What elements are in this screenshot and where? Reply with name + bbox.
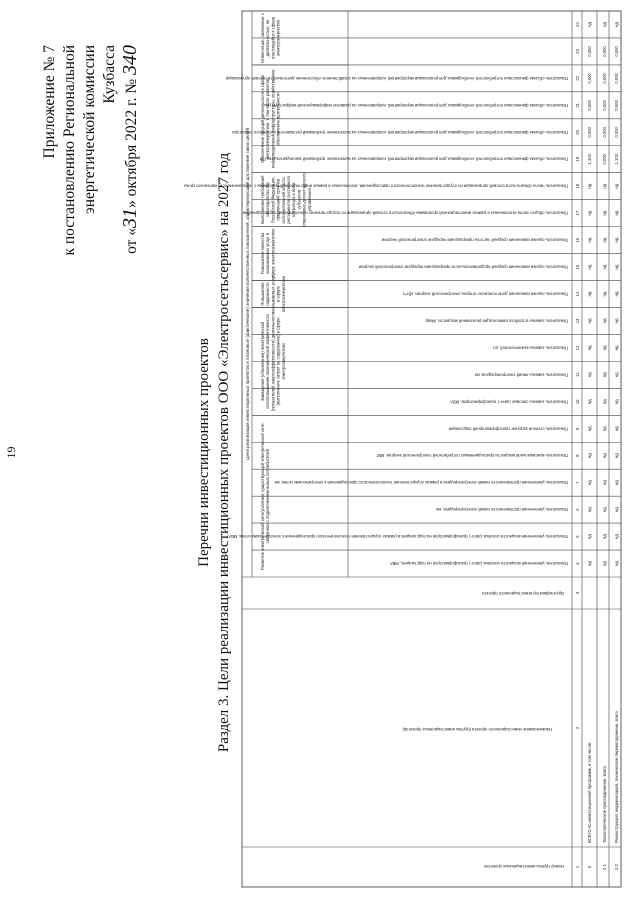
group-header-text: Выполнение требований (260, 175, 265, 224)
group-header-text: законодательства (265, 182, 271, 218)
group-header-text: деятельностью, не (265, 19, 271, 57)
row-value-cell: 0,000 (614, 46, 619, 57)
row-value-cell: нд (614, 22, 619, 27)
column-number: 18 (575, 183, 580, 189)
row-value-cell: 0,000 (587, 100, 592, 111)
group-header-text: (показателей энергоэффективности) деятельности (270, 311, 276, 412)
column-group-number-header: Номер группы инвестиционных проектов (484, 864, 564, 869)
appendix-line-1: Приложение № 7 (41, 45, 58, 159)
group-header-text: (выполнение затрат на содержание) в сфере (275, 317, 281, 406)
group-header-text: электроэнергетики (280, 275, 286, 313)
column-number: 17 (575, 210, 580, 216)
row-value-cell: нд (602, 399, 607, 405)
row-value-cell: нд (587, 399, 592, 405)
column-number: 8 (575, 454, 580, 457)
row-value-cell: 0,000 (614, 73, 619, 84)
indicator-header-text: Показатель замены силовых (авто-) трансформаторов, МВА (450, 399, 568, 405)
row-value-cell: 0,000 (587, 73, 592, 84)
indicator-header-text: Показатель общего числа исполненных в рамках инвестиционной программы обязательств сетевой организации по осуществлению технологического присоединения (242, 210, 568, 216)
group-header-text: информационной инфраструктуры, хозяйственное (270, 69, 276, 169)
row-value-cell: нд (587, 183, 592, 189)
row-value-cell: нд (614, 372, 619, 378)
row-number: 0.2 (614, 864, 619, 870)
appendix-line-3: энергетической комиссии (81, 45, 98, 214)
group-header-text: электроэнергетики, в том числе развитие (265, 78, 271, 160)
row-value-cell: нд (602, 22, 607, 27)
row-value-cell: нд (602, 345, 607, 351)
column-project-id-header: Идентификатор инвестиционного проекта (482, 591, 564, 596)
group-header-text: оказываемых услуг (270, 275, 276, 313)
indicator-header-text: Показатель увеличения мощности силовых (авто-) трансформаторов на подстанциях, МВА (389, 561, 568, 567)
group-header-text: оказываемых услуг в (265, 233, 271, 275)
row-value-cell: нд (602, 453, 607, 459)
row-value-cell: 0,000 (602, 46, 607, 57)
indicator-header-text: Показатель числа обязательств сетевой организации по осуществлению технологического присоединения, исполненных в рамках инвестиционной программы с нарушением установленного срока (184, 183, 568, 189)
row-value-cell: нд (614, 237, 619, 243)
column-number: 7 (575, 481, 580, 484)
group-header-text: в сфере (275, 286, 281, 302)
row-value-cell: нд (602, 183, 607, 189)
row-value-cell: 1,103 (614, 153, 619, 165)
column-number: 14 (575, 291, 580, 297)
group-header-text: связанное с подключением новых потребителей (265, 448, 271, 544)
column-number: 3 (575, 591, 580, 595)
group-header-text: обеспечение деятельности (275, 92, 281, 146)
row-value-cell: нд (602, 372, 607, 378)
row-value-cell: нд (602, 507, 607, 513)
row-value-cell: нд (602, 237, 607, 243)
row-value-cell: нд (614, 345, 619, 351)
row-value-cell: нд (602, 318, 607, 324)
indicator-header-text: Показатель увеличения протяженности линий электропередачи в рамках осуществления технологического присоединения к электрическим сетям, км (274, 480, 568, 486)
row-value-cell: нд (587, 480, 592, 486)
indicator-header-text: Показатель замены устройств компенсации реактивной мощности, Мвар (425, 318, 568, 324)
row-value-cell: нд (587, 372, 592, 378)
row-value-cell: нд (614, 318, 619, 324)
row-value-cell: нд (602, 426, 607, 432)
row-value-cell: нд (614, 507, 619, 513)
group-header-text: электроэнергетики (280, 343, 286, 380)
group-header-text: предписаний органов (275, 178, 281, 221)
column-number: 6 (575, 508, 580, 511)
handwritten-day: 31 (119, 207, 141, 228)
page-number: 19 (4, 446, 18, 459)
group-header-text: Обеспечение текущей деятельности в сфере (260, 74, 265, 163)
row-value-cell: нд (587, 318, 592, 324)
group-header-text: Замещение (обновление) электрической (260, 321, 265, 402)
date-prefix: от « (123, 227, 140, 254)
indicator-header-text: Показатель объема финансовых потребностей, необходимых для реализации мероприятий, направленных на развитие информационной инфраструктуры (263, 102, 568, 108)
group-header-text: оперативно-диспетчерского (301, 172, 307, 227)
row-project-name: Реконструкция, модернизация, техническое перевооружение, всего (614, 711, 619, 843)
indicator-header-text: Показатель увеличения мощности силовых (авто-) трансформаторов на подстанциях в рамках осуществления технологического присоединения к электрическим сетям, МВА (228, 534, 568, 540)
row-value-cell: нд (614, 210, 619, 216)
indicator-header-text: Показатель максимальной мощности присоединяемых потребителей электрической энергии, МВт (376, 453, 568, 459)
column-number: 16 (575, 237, 580, 243)
group-header-text: субъектов (296, 189, 302, 210)
indicator-header-text: Показатель оценки изменения доли полезного отпуска электрической энергии, кВт*ч (402, 291, 568, 297)
row-value-cell: 0,000 (587, 46, 592, 57)
row-value-cell: нд (614, 264, 619, 270)
header-top-text: Цели реализации инвестиционных проектов и плановые (фактические) значения количественных показателей, характеризующие достижение таких целей (245, 127, 250, 461)
row-value-cell: 0,000 (602, 73, 607, 84)
column-number: 21 (575, 102, 580, 108)
group-header-text: оператора и иных (291, 182, 297, 218)
row-value-cell: нд (614, 453, 619, 459)
row-value-cell: нд (587, 345, 592, 351)
row-value-cell: нд (602, 264, 607, 270)
indicator-header-text: Показатель увеличения протяженности линий электропередачи, км (436, 507, 568, 513)
appendix-line-4: Кузбасса (101, 45, 118, 104)
row-value-cell: нд (614, 399, 619, 405)
group-header-text: управления (306, 188, 312, 212)
row-value-cell: 0,000 (602, 153, 607, 165)
group-header-text: Инвестиции, связанные с (260, 13, 265, 63)
indicator-header-text: Показатель объема финансовых потребностей, необходимых для реализации мероприятий, направленных на выполнение требований регламентов системного оператора (232, 129, 568, 135)
row-value-cell: нд (587, 22, 592, 27)
row-value-cell: нд (602, 561, 607, 566)
row-value-cell: нд (587, 507, 592, 513)
row-value-cell: нд (614, 291, 619, 297)
column-number: 4 (575, 562, 580, 565)
appendix-date-line (121, 45, 141, 254)
row-value-cell: 0,000 (602, 127, 607, 138)
section-subtitle: Раздел 3. Цели реализации инвестиционных проектов ООО «Электросетьсервис» на 2027 год (216, 152, 232, 753)
indicator-header-text: Показатель оценки изменения средней частоты прекращения передачи электрической энергии (381, 237, 568, 243)
indicator-header-text: Показатель объема финансовых потребностей, необходимых для реализации мероприятий, направленных на выполнение требований законодательства РФ (259, 156, 568, 162)
group-header-text: исполнительной власти, (280, 176, 286, 224)
column-project-name-header: Наименование инвестиционного проекта (группы инвестиционных проектов) (402, 727, 552, 732)
row-value-cell: нд (614, 426, 619, 432)
indicator-header-text: Показатель замены выключателей, шт. (492, 345, 568, 351)
handwritten-number: 340 (119, 45, 141, 75)
row-value-cell: нд (587, 237, 592, 243)
row-value-cell: нд (587, 291, 592, 297)
document-title: Перечни инвестиционных проектов (196, 338, 212, 567)
row-value-cell: 0,000 (614, 100, 619, 111)
row-value-cell: нд (602, 210, 607, 216)
row-project-name: ВСЕГО по инвестиционной программе, в том числе: (587, 741, 592, 843)
row-number: 0 (587, 865, 592, 869)
column-number: 12 (575, 345, 580, 351)
row-value-cell: 1,103 (587, 153, 592, 165)
column-number: 2 (575, 726, 580, 730)
row-value-cell: нд (614, 561, 619, 566)
column-number: 11 (575, 372, 580, 378)
row-value-cell: нд (614, 534, 619, 539)
column-number: 20 (575, 129, 580, 135)
group-header-text: Развитие электрической сети/усиление существующей электрической сети, (260, 422, 265, 570)
group-header-text: регламентов системного (286, 175, 291, 224)
column-number: 5 (575, 535, 580, 538)
group-header-text: сети/повышение экономической эффективности (265, 314, 271, 409)
row-value-cell: нд (602, 480, 607, 486)
group-header-text: Российской Федерации, (270, 176, 276, 224)
column-number: 10 (575, 399, 580, 405)
indicator-header-text: Показатель замены линий электропередачи, км (474, 372, 568, 378)
column-number: 24 (575, 22, 580, 27)
appendix-line-2: к постановлению Региональной (61, 45, 78, 256)
group-header-text: сфере электроэнергетики (270, 228, 276, 279)
row-value-cell: нд (587, 426, 592, 432)
column-number: 19 (575, 156, 580, 162)
date-mid: » октября 2022 г. № (123, 78, 140, 208)
column-number: 15 (575, 264, 580, 270)
row-value-cell: нд (587, 534, 592, 539)
row-number: 0.1 (602, 864, 607, 870)
group-header-text: Повышение (260, 282, 265, 306)
row-value-cell: 0,000 (602, 100, 607, 111)
row-project-name: Технологическое присоединение, всего (602, 766, 607, 843)
row-value-cell: нд (587, 453, 592, 459)
group-header-text: относящейся к сфере (270, 16, 276, 60)
row-value-cell: нд (614, 183, 619, 189)
column-number: 1 (575, 865, 580, 869)
indicator-header-text: Показатель степени загрузки трансформаторной подстанции (448, 426, 568, 432)
row-value-cell: 0,000 (614, 127, 619, 138)
indicator-header-text: Показатель объема финансовых потребностей, необходимых для реализации мероприятий, направленных на хозяйственное обеспечение деятельности сетевой организации (225, 75, 568, 81)
column-number: 23 (575, 49, 580, 54)
row-value-cell: нд (587, 210, 592, 216)
column-number: 22 (575, 76, 580, 81)
row-value-cell: нд (587, 264, 592, 270)
row-value-cell: нд (614, 480, 619, 486)
table-border (242, 11, 621, 887)
row-value-cell: нд (602, 534, 607, 539)
group-header-text: надежности (265, 282, 271, 306)
row-value-cell: нд (587, 561, 592, 566)
column-number: 9 (575, 427, 580, 430)
group-header-text: Повышение качества (260, 232, 265, 275)
column-number: 13 (575, 318, 580, 324)
indicator-header-text: Показатель оценки изменения средней продолжительности прекращения передачи электрической энергии (358, 264, 568, 270)
row-value-cell: 0,000 (587, 127, 592, 138)
row-value-cell: нд (602, 291, 607, 297)
group-header-text: электроэнергетики (275, 19, 281, 57)
